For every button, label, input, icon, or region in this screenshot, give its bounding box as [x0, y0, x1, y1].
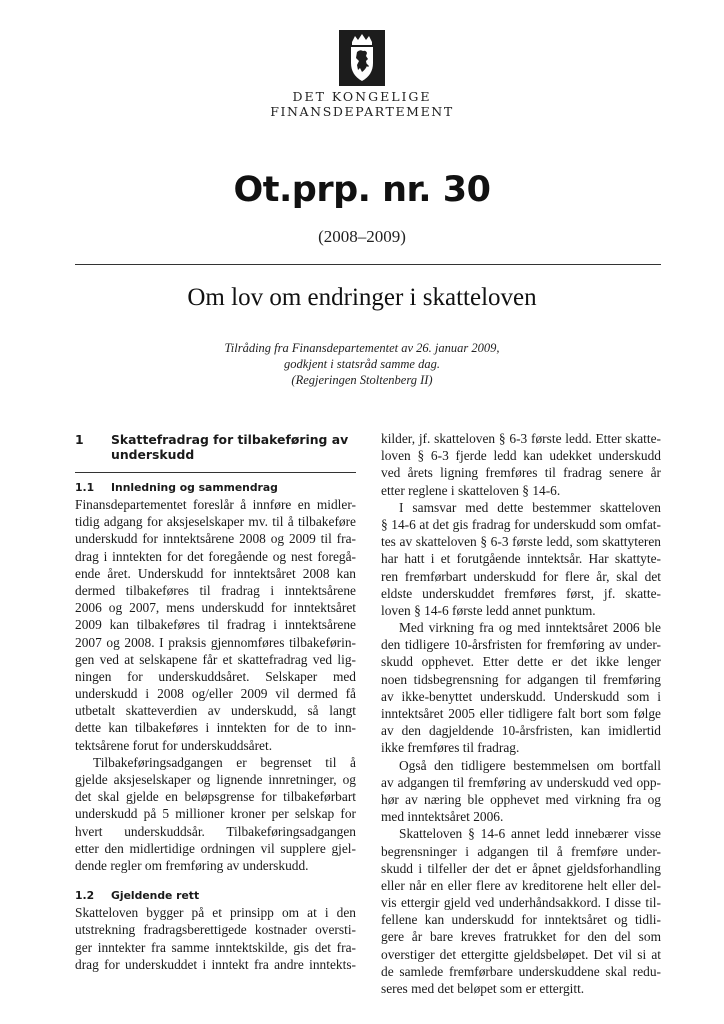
text-line: seres med det beløpet som er ettergitt. [381, 981, 585, 996]
text-line: loven § 14-6 første ledd annet punktum. [381, 602, 596, 618]
text-line: dermed tilbakeføres til fradrag i inntektsårene [75, 582, 356, 598]
text-line: av den dagjeldende 10-årsfristen, kan imidlertid [381, 723, 661, 739]
section-1-1-number: 1.1 [75, 481, 95, 494]
text-line: gere år bare kreves fratrukket for den del som [381, 929, 661, 945]
text-line: de samlede fremførbare underskuddene skal redu- [381, 963, 661, 979]
text-line: hvert underskuddsår. Tilbakeføringsadgangen [75, 823, 356, 839]
document-year: (2008–2009) [318, 227, 406, 246]
text-line: eller når en eller flere av kreditorene helt eller del- [381, 877, 661, 893]
text-line: inntektsåret 2005 eller tidligere falt bort som følge [381, 706, 661, 721]
section-1-2-heading [75, 887, 356, 904]
section-1-1-heading [75, 479, 356, 496]
text-line: tes av skatteloven § 6-3 første ledd, som skattyteren [381, 534, 661, 550]
text-line: har hatt i et forutgående inntektsår. Har skattyte- [381, 551, 661, 567]
text-line: Skatteloven bygger på et prinsipp om at i den [75, 905, 356, 921]
ministry-line-2: FINANSDEPARTEMENT [270, 104, 454, 119]
section-1-divider [75, 472, 356, 473]
text-line: underskudd på 5 millioner kroner per selskap for [75, 806, 356, 822]
text-line: ger inntekter fra samme inntektskilde, gis det fra- [75, 939, 356, 955]
ministry-line-1: DET KONGELIGE [292, 89, 432, 104]
text-line: § 14-6 at det gis fradrag for underskudd som omfat- [381, 516, 661, 532]
right-paragraph-3 [381, 619, 661, 757]
text-line: ikke fremføres til fradrag. [381, 740, 520, 756]
text-line: dette kan tilbakeføres i inntekten for de to inn- [75, 720, 356, 736]
text-line: skudd opphevet. Etter dette er det ikke lenger [381, 654, 661, 670]
section-1-1-paragraph-2 [75, 754, 356, 874]
text-line: med inntektsåret 2006. [381, 809, 504, 825]
section-1-title-line-1: Skattefradrag for tilbakeføring av [111, 432, 349, 447]
document-subtitle: Om lov om endringer i skatteloven [187, 284, 537, 311]
text-line: utstrekning fradragsberettigede kostnader oversti- [75, 922, 356, 938]
header-logo [0, 30, 724, 91]
text-line: etter reglene i skatteloven § 14-6. [381, 482, 561, 498]
section-1-heading [75, 432, 356, 462]
text-line: Med virkning fra og med inntektsåret 2006 ble [399, 620, 661, 636]
text-line: ende året. Underskudd for inntektsåret 2008 kan [75, 565, 356, 581]
text-line: drag for underskuddet i inntekt fra andre inntekts- [75, 956, 356, 972]
recommendation-line-3: (Regjeringen Stoltenberg II) [291, 373, 433, 387]
section-1-1-paragraph-1 [75, 496, 356, 754]
text-line: Finansdepartementet foreslår å innføre en midler- [75, 497, 356, 512]
right-paragraph-1 [381, 430, 661, 499]
text-line: Også den tidligere bestemmelsen om bortfall [399, 757, 661, 773]
text-line: overstiger det ettergitte gjeldsbeløpet. Det vil si at [381, 946, 661, 962]
text-line: loven § 6-3 fjerde ledd kan udekket underskudd [381, 448, 661, 464]
text-line: den tidligere 10-årsfristen for fremføring av under- [381, 637, 661, 653]
text-line: ren fremførbart underskudd for flere år, skal det [381, 568, 661, 584]
section-1-title [111, 432, 356, 462]
text-line: kilder, jf. skatteloven § 6-3 første ledd. Etter skatte- [381, 431, 661, 446]
text-line: vis ettergir gjeld ved underhåndsakkord. I disse til- [381, 895, 661, 911]
text-line: tektsårene forut for underskuddsåret. [75, 737, 273, 753]
text-line: Tilbakeføringsadgangen er begrenset til å [93, 754, 356, 770]
text-line: 2006 og 2007, mens underskudd for inntektsåret [75, 600, 356, 616]
text-line: tidig adgang for aksjeselskaper mv. til å tilbakeføre [75, 514, 356, 530]
text-line: utbetalt skatteverdien av underskudd, så langt [75, 703, 356, 719]
recommendation-line-1: Tilråding fra Finansdepartementet av 26. januar 2009, [224, 341, 500, 355]
text-line: gjelde aksjeselskaper og lignende innretninger, og [75, 772, 356, 787]
text-line: 2007 og 2008. I praksis gjennomføres tilbakeførin- [75, 634, 356, 650]
text-line: av adgangen til fremføring av underskudd ved opp- [381, 774, 661, 790]
ministry-name [0, 89, 724, 119]
text-line: eldste underskuddet fremføres først, jf. skatte- [381, 585, 661, 601]
right-paragraph-5 [381, 825, 661, 997]
right-column [381, 430, 661, 997]
section-1-2-title: Gjeldende rett [111, 889, 200, 903]
text-line: av ikke-benyttet underskudd. Underskudd som i [381, 688, 661, 704]
section-1-2-paragraph-1 [75, 904, 356, 973]
text-line: hør av næring ble opphevet med virkning fra og [381, 791, 661, 807]
section-1-2-number: 1.2 [75, 889, 95, 903]
text-line: ved årets ligning fremføres til fradrag senere år [381, 465, 661, 481]
text-line: drag i inntekten for det foregående og nest foregå- [75, 548, 356, 564]
text-line: begrensninger i adgangen til å fremføre under- [381, 843, 661, 859]
left-column [75, 430, 356, 973]
text-line: etter den midlertidige ordningen vil supplere gjel- [75, 840, 356, 856]
text-line: dende regler om fremføring av underskudd. [75, 857, 309, 873]
recommendation-line-2: godkjent i statsråd samme dag. [284, 357, 440, 371]
norwegian-coat-of-arms-icon [339, 30, 385, 86]
text-line: Skatteloven § 14-6 annet ledd innebærer visse [399, 826, 661, 842]
text-line: underskudd i 2008 og/eller 2009 vil dermed få [75, 686, 356, 702]
text-line: ningen for underskuddsåret. Selskaper med [75, 668, 356, 684]
text-line: det skal gjelde en beløpsgrense for tilbakeførbart [75, 789, 356, 805]
section-1-1-title: Innledning og sammendrag [111, 481, 278, 494]
recommendation-note [0, 340, 724, 388]
text-line: gen ved at selskapene får et skattefradrag ved lig- [75, 651, 356, 667]
text-line: noen tidsbegrensning for adgangen til fremføring [381, 671, 661, 687]
right-paragraph-2 [381, 499, 661, 619]
right-paragraph-4 [381, 757, 661, 826]
text-line: underskudd for inntektsårene 2008 og 2009 til fra- [75, 531, 356, 547]
title-divider [75, 264, 661, 265]
document-title: Ot.prp. nr. 30 [233, 170, 491, 210]
text-line: skudd i tilfeller der det er åpnet gjeldsforhandling [381, 860, 661, 876]
text-line: fellene kan underskudd for inntektsåret og tidli- [381, 912, 661, 928]
section-1-title-line-2: underskudd [111, 447, 195, 462]
text-line: 2009 kan tilbakeføres til fradrag i inntektsårene [75, 617, 356, 633]
section-1-number: 1 [75, 432, 84, 447]
text-line: I samsvar med dette bestemmer skatteloven [399, 499, 661, 515]
